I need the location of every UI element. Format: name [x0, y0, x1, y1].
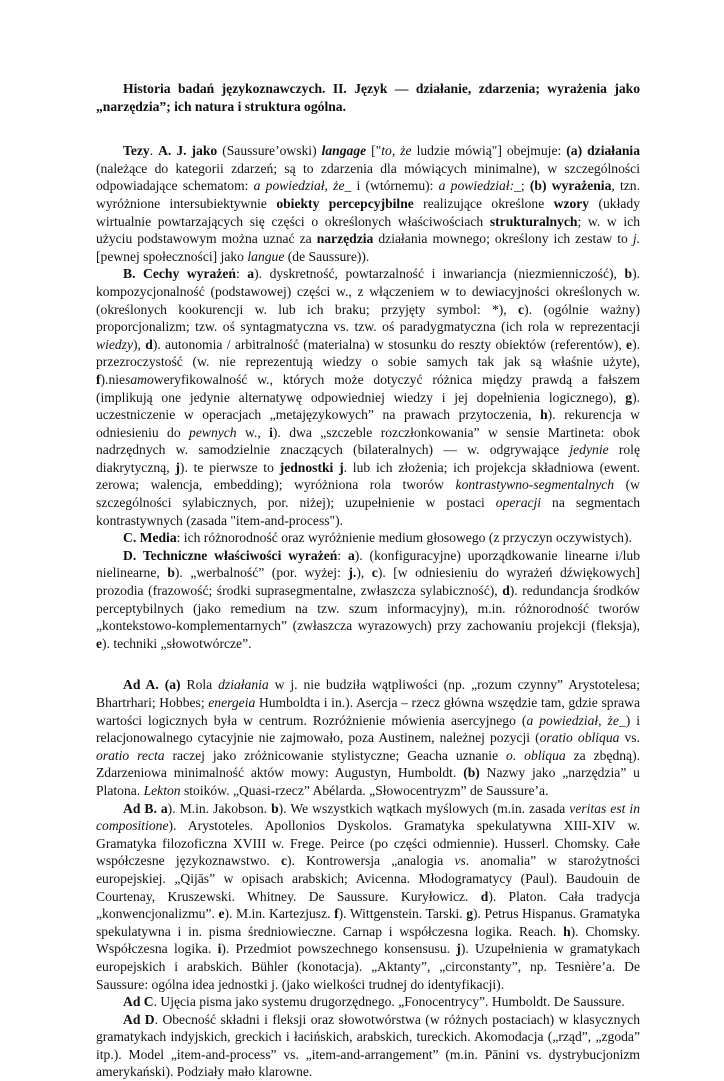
paragraph-ad-c: Ad C. Ujęcia pisma jako systemu drugorzędnego. „Fonocentrycy”. Humboldt. De Saussure.	[123, 994, 625, 1010]
paragraph-tezy-c: C. Media: ich różnorodność oraz wyróżnienie medium głosowego (z przyczyn oczywistych).	[123, 530, 632, 546]
paragraph-tezy-a: Tezy. A. J. jako (Saussure’owski) langage ["to, że ludzie mówią"] obejmuje: (a) działania (należące do kategorii zdarzeń; są to zdarzenia dla mówiących minimalne), w szczególności odpowiadające schematom: a powiedział, że_ i (wtórnemu): a powiedział:_; (b) wyrażenia, tzn. wyróżnione intersubiektywnie obiekty percepcyjbilne realizujące określone wzory (układy wirtualnie powtarzających się części o określonych właściwościach strukturalnych; w. w ich użyciu podstawowym można uznać za narzędzia działania mownego; określony ich zestaw to j. [pewnej społeczności] jako langue (de Saussure)).	[96, 143, 641, 264]
section-spacer	[96, 652, 640, 676]
paragraph-tezy-b: B. Cechy wyrażeń: a). dyskretność, powtarzalność i inwariancja (niezmienniczość), b). kompozycjonalność (podstawowej) części w., z włączeniem w to dewiacyjności określonych w. (określonych kookurencji w. lub ich braku; przyjęty symbol: *), c). (ogólnie ważny) proporcjonalizm; tzw. oś syntagmatyczna vs. tzw. oś paradygmatyczna (ich rola w reprezentacji wiedzy), d). autonomia / arbitralność (materialna) w stosunku do reszty obiektów (referentów), e). przezroczystość (w. nie reprezentują wiedzy o sobie samych tak jak są właśnie użyte), f).niesamoweryfikowalność w., których może dotyczyć różnica między prawdą a fałszem (implikują one jedynie alternatywę odpowiedniej wiedzy i jej dopełnienia logicznego), g). uczestniczenie w operacjach „metajęzykowych” na prawach przytoczenia, h). rekurencja w odniesieniu do pewnych w., i). dwa „szczeble rozczłonkowania” w sensie Martineta: obok nadrzędnych w. samodzielnie znaczących (bilateralnych) — w. odgrywające jedynie rolę diakrytyczną, j). te pierwsze to jednostki j. lub ich złożenia; ich projekcja składniowa (ewent. zerowa; walencja, embedding); wyróżniona rola tworów kontrastywno-segmentalnych (w szczególności sylabicznych, por. niżej); uzupełnienie w postaci operacji na segmentach kontrastywnych (zasada "item-and-process").	[96, 266, 641, 528]
paragraph-ad-a: Ad A. (a) Rola działania w j. nie budziła wątpliwości (np. „rozum czynny” Arystotelesa; Bhartrhari; Hobbes; energeia Humboldta i in.). Asercja – rzecz główna wszędzie tam, gdzie sprawa wartości logicznych była w centrum. Rozróżnienie mówienia asercyjnego (a powiedział, że_) i relacjonowalnego cytacyjnie nie zajmowało, poza Austinem, należnej pozycji (oratio obliqua vs. oratio recta raczej jako zróżnicowanie stylistyczne; Geacha uznanie o. obliqua za zbędną). Zdarzeniowa minimalność aktów mowy: Augustyn, Humboldt. (b) Nazwy jako „narzędzia” u Platona. Lekton stoików. „Quasi-rzecz” Abélarda. „Słowocentryzm” de Saussure’a.	[96, 677, 641, 798]
paragraph-tezy-d: D. Techniczne właściwości wyrażeń: a). (konfiguracyjne) uporządkowanie linearne i/lub nielinearne, b). „werbalność” (por. wyżej: j.), c). [w odniesieniu do wyrażeń dźwiękowych] prozodia (frazowość; środki suprasegmentalne, zwłaszcza sylabiczność), d). redundancja środków perceptybilnych (jako remedium na tzw. szum informacyjny), m.in. różnorodność tworów „kontekstowo-komplementarnych” (zwłaszcza wyrazowych) przy zachowaniu projekcji (fleksja), e). techniki „słowotwórcze”.	[96, 547, 641, 651]
document-page	[96, 80, 640, 1081]
paragraph-ad-d: Ad D. Obecność składni i fleksji oraz słowotwórstwa (w różnych postaciach) w klasycznych gramatykach indyjskich, greckich i łacińskich, arabskich, tureckich. Akomodacja („rząd”, „zgoda” itp.). Model „item-and-process” vs. „item-and-arrangement” (m.in. Pānini vs. dystrybucjonizm amerykański). Podziały mało klarowne.	[96, 1011, 640, 1080]
document-title: Historia badań językoznawczych. II. Język — działanie, zdarzenia; wyrażenia jako „narzędzia”; ich natura i struktura ogólna.	[96, 81, 640, 114]
paragraph-ad-b: Ad B. a). M.in. Jakobson. b). We wszystkich wątkach myślowych (m.in. zasada veritas est in compositione). Arystoteles. Apollonios Dyskolos. Gramatyka spekulatywna XIII-XIV w. Gramatyka filozoficzna XVIII w. Frege. Peirce (po części odmiennie). Husserl. Chomsky. Całe współczesne językoznawstwo. c). Kontrowersja „analogia vs. anomalia” w starożytności europejskiej. „Qijās” w opisach arabskich; Avicenna. Młodogramatycy (Paul). Baudouin de Courtenay, Kruszewski. Whitney. De Saussure. Kuryłowicz. d). Platon. Cała tradycja „konwencjonalizmu”. e). M.in. Kartezjusz. f). Wittgenstein. Tarski. g). Petrus Hispanus. Gramatyka spekulatywna i in. pisma średniowieczne. Carnap i współczesna logika. Reach. h). Chomsky. Współczesna logika. i). Przedmiot powszechnego konsensusu. j). Uzupełnienia w gramatykach europejskich i arabskich. Bühler (konotacja). „Aktanty”, „circonstanty”, np. Tesnière’a. De Saussure: ogólna idea jednostki j. (jako wielkości trudnej do identyfikacji).	[96, 800, 640, 992]
